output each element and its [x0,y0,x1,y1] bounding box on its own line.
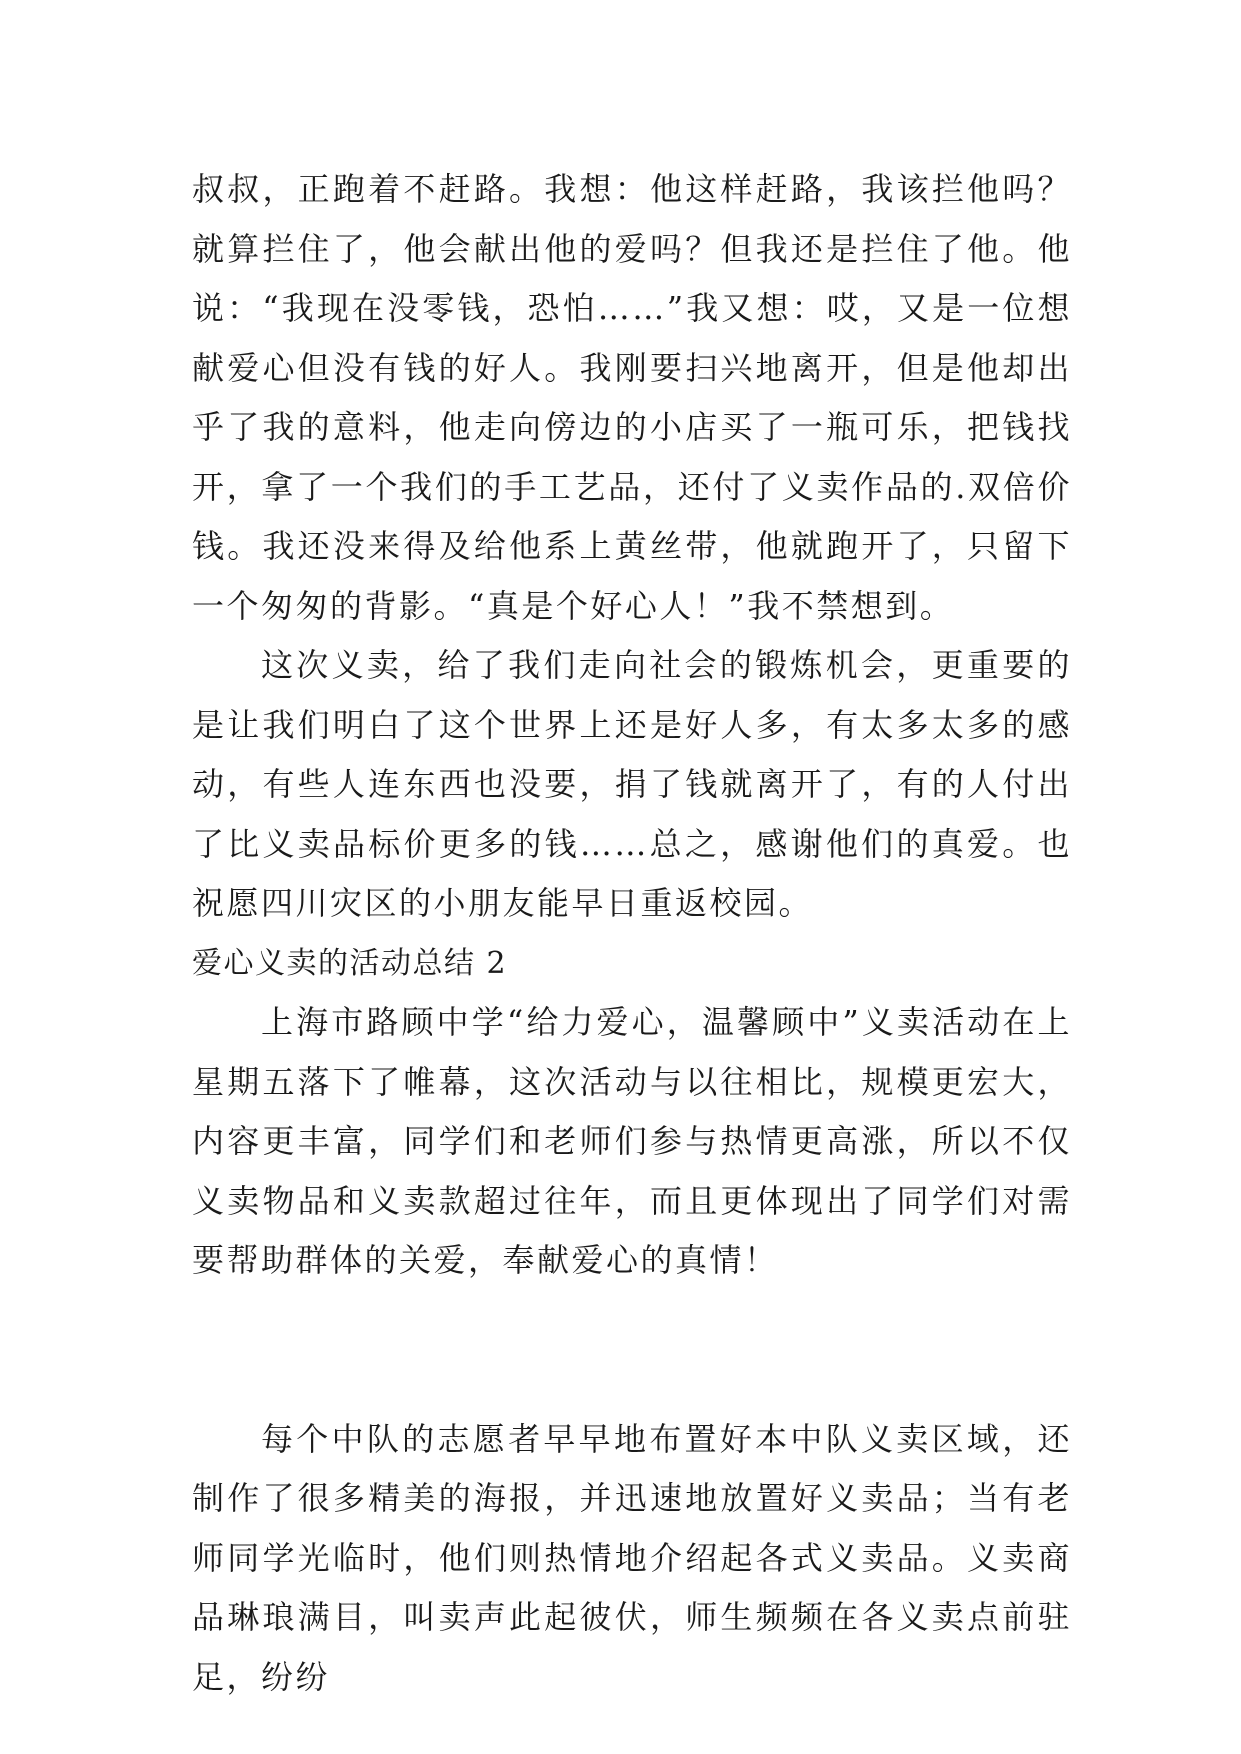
document-body [192,160,1072,1707]
paragraph-continued: 叔叔，正跑着不赶路。我想：他这样赶路，我该拦他吗？就算拦住了，他会献出他的爱吗？但我还是拦住了他。他说：“我现在没零钱，恐怕……”我又想：哎，又是一位想献爱心但没有钱的好人。我刚要扫兴地离开，但是他却出乎了我的意料，他走向傍边的小店买了一瓶可乐，把钱找开，拿了一个我们的手工艺品，还付了义卖作品的.双倍价钱。我还没来得及给他系上黄丝带，他就跑开了，只留下一个匆匆的背影。“真是个好心人！”我不禁想到。 [192,170,1072,625]
paragraph-volunteers: 每个中队的志愿者早早地布置好本中队义卖区域，还制作了很多精美的海报，并迅速地放置好义卖品；当有老师同学光临时，他们则热情地介绍起各式义卖品。义卖商品琳琅满目，叫卖声此起彼伏，师生频频在各义卖点前驻足，纷纷 [192,1419,1072,1696]
paragraph-spacer [192,1291,1072,1410]
paragraph-reflection: 这次义卖，给了我们走向社会的锻炼机会，更重要的是让我们明白了这个世界上还是好人多，有太多太多的感动，有些人连东西也没要，捐了钱就离开了，有的人付出了比义卖品标价更多的钱……总之，感谢他们的真爱。也祝愿四川灾区的小朋友能早日重返校园。 [192,646,1072,922]
paragraph-event-intro: 上海市路顾中学“给力爱心，温馨顾中”义卖活动在上星期五落下了帷幕，这次活动与以往相比，规模更宏大，内容更丰富，同学们和老师们参与热情更高涨，所以不仅义卖物品和义卖款超过往年，而且更体现出了同学们对需要帮助群体的关爱，奉献爱心的真情！ [192,1003,1072,1279]
section-title: 爱心义卖的活动总结 2 [192,945,508,981]
